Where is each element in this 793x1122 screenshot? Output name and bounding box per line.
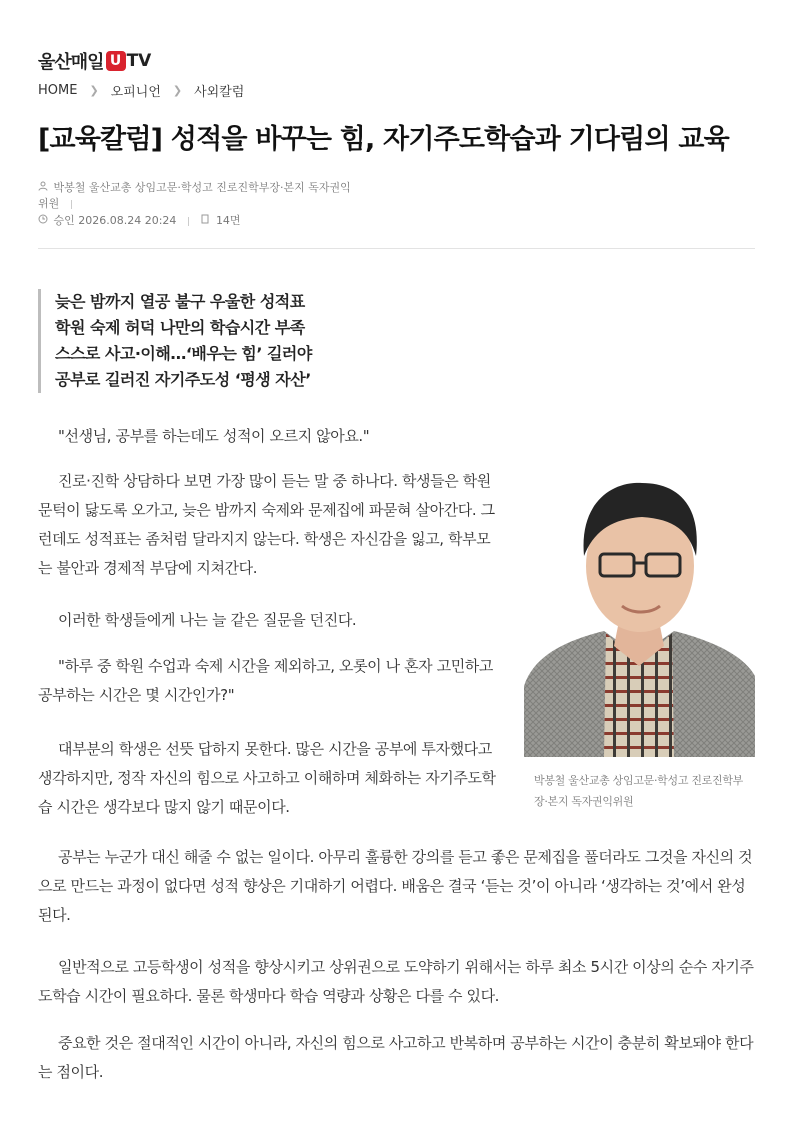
header-divider	[38, 248, 755, 249]
breadcrumb-subsection[interactable]: 사외칼럼	[194, 85, 245, 100]
logo-u-badge: U	[106, 51, 126, 71]
paragraph: "하루 중 학원 수업과 숙제 시간을 제외하고, 오롯이 나 혼자 고민하고 공부하는 시간은 몇 시간인가?"	[38, 657, 493, 704]
logo-name: 울산매일	[38, 52, 104, 73]
paragraph: 이러한 학생들에게 나는 늘 같은 질문을 던진다.	[58, 611, 357, 629]
author-photo	[524, 461, 755, 757]
paragraph: "선생님, 공부를 하는데도 성적이 오르지 않아요."	[58, 427, 370, 445]
author-line: 박봉철 울산교총 상임고문·학성고 진로진학부장·본지 독자권익	[53, 181, 351, 194]
breadcrumb-home[interactable]: HOME	[38, 83, 78, 98]
article-meta	[38, 180, 398, 229]
subheadline: 늦은 밤까지 열공 불구 우울한 성적표	[55, 292, 305, 311]
page-icon	[200, 214, 212, 229]
logo-tv: TV	[126, 51, 152, 71]
paragraph: 공부는 누군가 대신 해줄 수 없는 일이다. 아무리 훌륭한 강의를 듣고 좋은 문제집을 풀더라도 그것을 자신의 것으로 만드는 과정이 없다면 성적 향상은 기대하기 어렵다. 배움은 결국 ‘듣는 것’이 아니라 ‘생각하는 것’에서 완성된다.	[38, 848, 753, 924]
photo-caption: 박봉철 울산교총 상임고문·학성고 진로진학부장·본지 독자권익위원	[534, 774, 743, 808]
page-number: 14면	[215, 214, 241, 227]
breadcrumb-section[interactable]: 오피니언	[110, 85, 161, 100]
subheadline: 스스로 사고·이해…‘배우는 힘’ 길러야	[55, 344, 312, 363]
subheadline-block	[38, 289, 312, 393]
divider	[71, 200, 72, 209]
article-title: [교육칼럼] 성적을 바꾸는 힘, 자기주도학습과 기다림의 교육	[38, 124, 729, 155]
breadcrumb	[38, 81, 244, 100]
paragraph: 중요한 것은 절대적인 시간이 아니라, 자신의 힘으로 사고하고 반복하며 공부하는 시간이 충분히 확보돼야 한다는 점이다.	[38, 1034, 754, 1081]
site-logo[interactable]	[38, 50, 151, 72]
subheadline: 학원 숙제 허덕 나만의 학습시간 부족	[55, 318, 305, 337]
person-icon	[38, 181, 50, 196]
divider	[188, 217, 189, 226]
chevron-right-icon: ❯	[172, 84, 183, 97]
approved-time: 승인 2026.08.24 20:24	[53, 214, 177, 227]
paragraph: 진로·진학 상담하다 보면 가장 많이 듣는 말 중 하나다. 학생들은 학원 문턱이 닳도록 오가고, 늦은 밤까지 숙제와 문제집에 파묻혀 살아간다. 그런데도 성적표는 좀처럼 달라지지 않는다. 학생은 자신감을 잃고, 학부모는 불안과 경제적 부담에 지쳐간다.	[38, 472, 495, 577]
author-line-cont: 위원	[38, 197, 60, 210]
clock-icon	[38, 214, 50, 229]
paragraph: 일반적으로 고등학생이 성적을 향상시키고 상위권으로 도약하기 위해서는 하루 최소 5시간 이상의 순수 자기주도학습 시간이 필요하다. 물론 학생마다 학습 역량과 상황은 다를 수 있다.	[38, 958, 754, 1005]
subheadline: 공부로 길러진 자기주도성 ‘평생 자산’	[55, 370, 311, 389]
chevron-right-icon: ❯	[89, 84, 99, 97]
paragraph: 대부분의 학생은 선뜻 답하지 못한다. 많은 시간을 공부에 투자했다고 생각하지만, 정작 자신의 힘으로 사고하고 이해하며 체화하는 자기주도학습 시간은 생각보다 많지 않기 때문이다.	[38, 740, 496, 816]
